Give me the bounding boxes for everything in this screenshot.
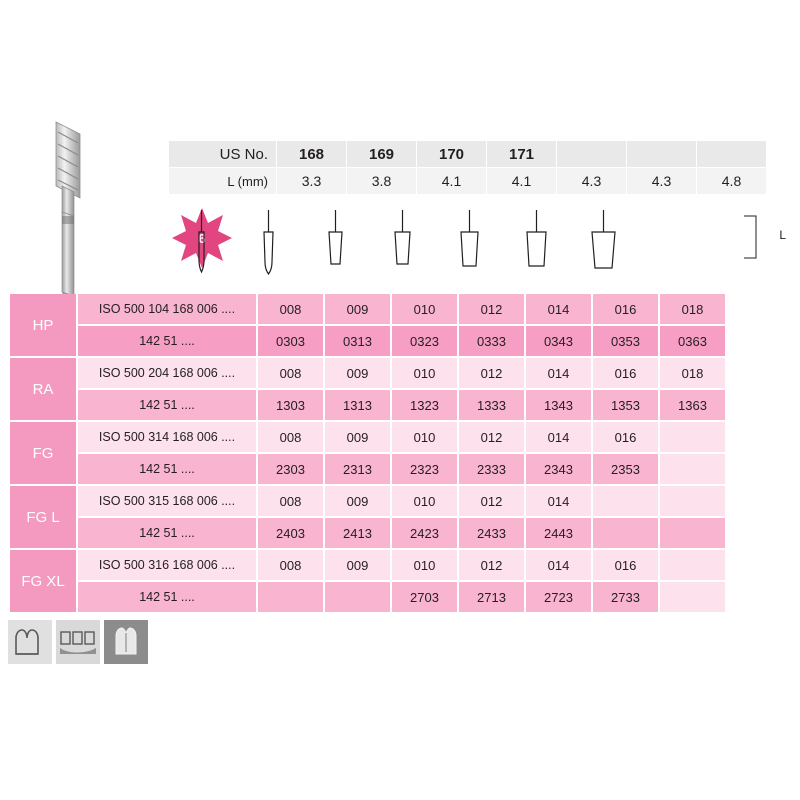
- product-reference-table: [8, 292, 727, 614]
- table-row: [10, 358, 725, 388]
- iso-value-ra-2: 010: [392, 358, 457, 388]
- ref-value-fg-l-1: 2413: [325, 518, 390, 548]
- group-label-hp: HP: [10, 294, 76, 356]
- ref-value-fg-xl-6: [660, 582, 725, 612]
- length-cell-6: 4.8: [697, 168, 767, 195]
- table-row: [10, 294, 725, 324]
- iso-value-hp-6: 018: [660, 294, 725, 324]
- iso-value-fg-l-3: 012: [459, 486, 524, 516]
- us-number-cell-3: 171: [487, 141, 557, 168]
- us-number-cell-0: 168: [277, 141, 347, 168]
- bur-shape-6: [570, 196, 637, 288]
- ref-value-fg-l-2: 2423: [392, 518, 457, 548]
- length-dimension-marker: [742, 212, 786, 264]
- ref-value-hp-5: 0353: [593, 326, 658, 356]
- ref-value-fg-xl-2: 2703: [392, 582, 457, 612]
- ref-value-fg-l-6: [660, 518, 725, 548]
- ref-value-fg-3: 2333: [459, 454, 524, 484]
- iso-value-fg-l-6: [660, 486, 725, 516]
- iso-value-hp-1: 009: [325, 294, 390, 324]
- ref-value-ra-3: 1333: [459, 390, 524, 420]
- iso-value-ra-1: 009: [325, 358, 390, 388]
- group-label-ra: RA: [10, 358, 76, 420]
- ref-label-fg-l: 142 51 ....: [78, 518, 256, 548]
- ref-value-hp-2: 0323: [392, 326, 457, 356]
- ref-value-fg-xl-4: 2723: [526, 582, 591, 612]
- ref-value-ra-6: 1363: [660, 390, 725, 420]
- iso-value-fg-5: 016: [593, 422, 658, 452]
- group-label-fg: FG: [10, 422, 76, 484]
- us-no-label: US No.: [169, 141, 277, 168]
- length-cell-4: 4.3: [557, 168, 627, 195]
- bur-shape-0: [168, 196, 235, 288]
- ref-value-fg-2: 2323: [392, 454, 457, 484]
- ref-value-hp-1: 0313: [325, 326, 390, 356]
- us-number-cell-6: [697, 141, 767, 168]
- ref-value-fg-5: 2353: [593, 454, 658, 484]
- iso-value-hp-4: 014: [526, 294, 591, 324]
- iso-value-fg-2: 010: [392, 422, 457, 452]
- bur-shape-5: [503, 196, 570, 288]
- ref-value-fg-l-5: [593, 518, 658, 548]
- iso-value-ra-6: 018: [660, 358, 725, 388]
- group-label-fg-xl: FG XL: [10, 550, 76, 612]
- iso-label-fg-l: ISO 500 315 168 006 ....: [78, 486, 256, 516]
- ref-value-fg-l-4: 2443: [526, 518, 591, 548]
- ref-value-hp-4: 0343: [526, 326, 591, 356]
- ref-value-fg-xl-1: [325, 582, 390, 612]
- iso-label-ra: ISO 500 204 168 006 ....: [78, 358, 256, 388]
- length-cell-1: 3.8: [347, 168, 417, 195]
- iso-value-fg-l-4: 014: [526, 486, 591, 516]
- iso-value-ra-4: 014: [526, 358, 591, 388]
- iso-value-fg-xl-1: 009: [325, 550, 390, 580]
- iso-value-ra-0: 008: [258, 358, 323, 388]
- size-header-table: [168, 140, 767, 195]
- iso-value-fg-xl-5: 016: [593, 550, 658, 580]
- iso-value-fg-3: 012: [459, 422, 524, 452]
- length-cell-3: 4.1: [487, 168, 557, 195]
- table-row: [10, 422, 725, 452]
- iso-value-fg-0: 008: [258, 422, 323, 452]
- length-cell-2: 4.1: [417, 168, 487, 195]
- iso-value-hp-0: 008: [258, 294, 323, 324]
- iso-value-fg-4: 014: [526, 422, 591, 452]
- iso-value-fg-l-5: [593, 486, 658, 516]
- table-row: [10, 518, 725, 548]
- table-row: [10, 326, 725, 356]
- ref-value-fg-0: 2303: [258, 454, 323, 484]
- bur-shape-row: [168, 196, 706, 288]
- table-row: [10, 550, 725, 580]
- bur-shape-1: [235, 196, 302, 288]
- bur-shape-3: [369, 196, 436, 288]
- length-dimension-label: L: [779, 228, 786, 242]
- iso-value-fg-1: 009: [325, 422, 390, 452]
- iso-value-fg-l-1: 009: [325, 486, 390, 516]
- table-row: [10, 582, 725, 612]
- ref-value-fg-xl-5: 2733: [593, 582, 658, 612]
- group-label-fg-l: FG L: [10, 486, 76, 548]
- iso-value-hp-2: 010: [392, 294, 457, 324]
- ref-value-fg-xl-0: [258, 582, 323, 612]
- ref-value-ra-4: 1343: [526, 390, 591, 420]
- us-number-cell-1: 169: [347, 141, 417, 168]
- ref-value-fg-4: 2343: [526, 454, 591, 484]
- bridge-icon: [56, 620, 100, 664]
- iso-value-fg-l-2: 010: [392, 486, 457, 516]
- ref-value-fg-xl-3: 2713: [459, 582, 524, 612]
- iso-value-fg-xl-3: 012: [459, 550, 524, 580]
- iso-value-ra-5: 016: [593, 358, 658, 388]
- crown-preparation-icon: [8, 620, 52, 664]
- iso-value-fg-l-0: 008: [258, 486, 323, 516]
- ref-value-ra-2: 1323: [392, 390, 457, 420]
- bur-shape-2: [302, 196, 369, 288]
- ref-label-fg: 142 51 ....: [78, 454, 256, 484]
- table-row: [10, 486, 725, 516]
- iso-label-fg: ISO 500 314 168 006 ....: [78, 422, 256, 452]
- ref-label-fg-xl: 142 51 ....: [78, 582, 256, 612]
- iso-value-hp-3: 012: [459, 294, 524, 324]
- application-pictograms: [8, 620, 148, 664]
- iso-label-hp: ISO 500 104 168 006 ....: [78, 294, 256, 324]
- tooth-icon: [104, 620, 148, 664]
- ref-label-hp: 142 51 ....: [78, 326, 256, 356]
- table-row: [10, 454, 725, 484]
- table-row: [10, 390, 725, 420]
- ref-value-fg-1: 2313: [325, 454, 390, 484]
- us-number-cell-2: 170: [417, 141, 487, 168]
- iso-value-fg-xl-4: 014: [526, 550, 591, 580]
- bur-illustration-large: [36, 120, 96, 300]
- ref-value-ra-1: 1313: [325, 390, 390, 420]
- iso-value-fg-6: [660, 422, 725, 452]
- ref-value-fg-6: [660, 454, 725, 484]
- ref-value-ra-5: 1353: [593, 390, 658, 420]
- iso-value-hp-5: 016: [593, 294, 658, 324]
- ref-label-ra: 142 51 ....: [78, 390, 256, 420]
- length-cell-5: 4.3: [627, 168, 697, 195]
- us-number-row: [169, 141, 767, 168]
- ref-value-hp-3: 0333: [459, 326, 524, 356]
- iso-label-fg-xl: ISO 500 316 168 006 ....: [78, 550, 256, 580]
- iso-value-fg-xl-2: 010: [392, 550, 457, 580]
- ref-value-ra-0: 1303: [258, 390, 323, 420]
- us-number-cell-4: [557, 141, 627, 168]
- bur-shape-4: [436, 196, 503, 288]
- iso-value-fg-xl-0: 008: [258, 550, 323, 580]
- ref-value-fg-l-0: 2403: [258, 518, 323, 548]
- us-number-cell-5: [627, 141, 697, 168]
- length-cell-0: 3.3: [277, 168, 347, 195]
- iso-value-fg-xl-6: [660, 550, 725, 580]
- ref-value-hp-0: 0303: [258, 326, 323, 356]
- iso-value-ra-3: 012: [459, 358, 524, 388]
- length-label: L (mm): [169, 168, 277, 195]
- ref-value-hp-6: 0363: [660, 326, 725, 356]
- length-row: [169, 168, 767, 195]
- pack-quantity-value: 6: [198, 230, 206, 246]
- ref-value-fg-l-3: 2433: [459, 518, 524, 548]
